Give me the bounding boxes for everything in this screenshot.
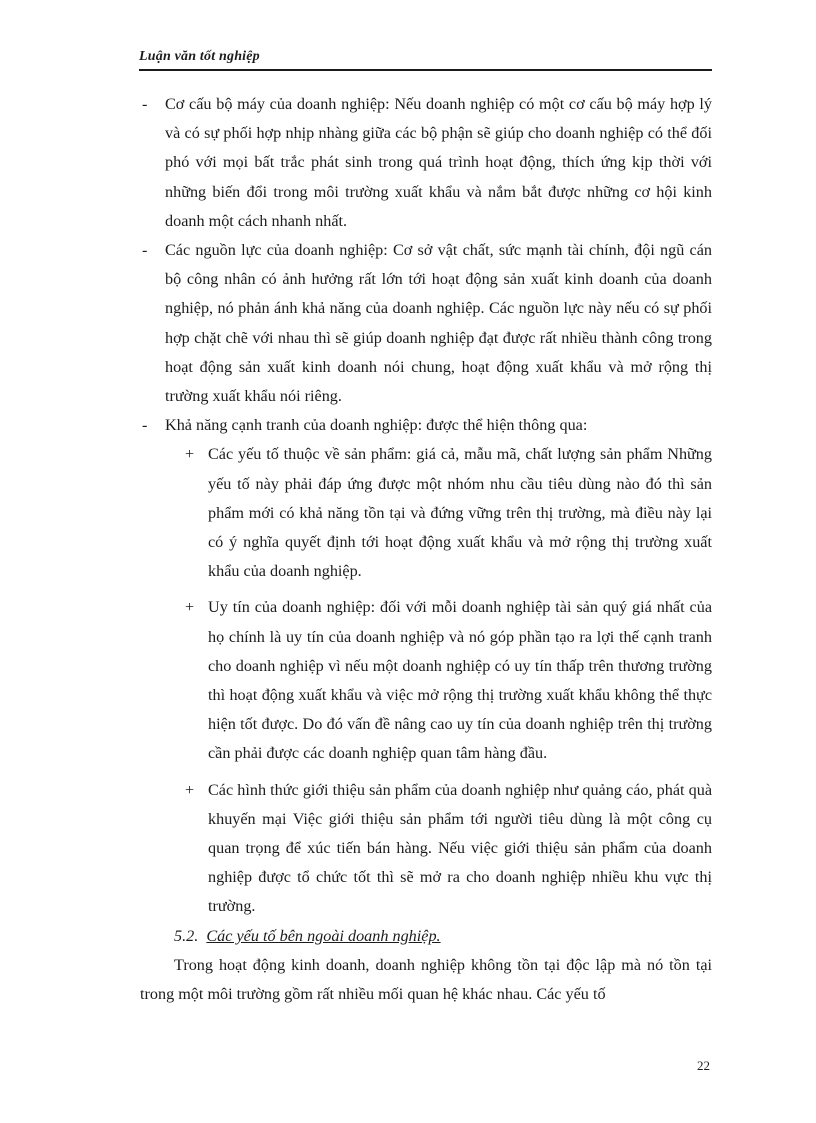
plus-marker: + <box>185 598 195 617</box>
page-number: 22 <box>697 1058 710 1073</box>
sub-item-text: Các yếu tố thuộc về sản phẩm: giá cả, mẫu mã, chất lượng sản phẩm Những yếu tố này phải đáp ứng được một nhóm nhu cầu tiêu dùng nào đó thì sản phẩm mới có khả năng tồn tại và đứng vững trên thị trường, mà điều này lại có ý nghĩa quyết định tới hoạt động xuất khẩu và mở rộng thị trường xuất khẩu của doanh nghiệp. <box>208 445 712 581</box>
section-heading <box>140 922 712 951</box>
header-divider <box>139 69 712 71</box>
bullet-item-resources <box>140 236 712 411</box>
page-header-title: Luận văn tốt nghiệp <box>139 49 260 64</box>
bullet-item-structure <box>140 90 712 236</box>
plus-marker: + <box>185 445 195 464</box>
bullet-item-competitiveness <box>140 411 712 440</box>
body-paragraph: Trong hoạt động kinh doanh, doanh nghiệp không tồn tại độc lập mà nó tồn tại trong một môi trường gồm rất nhiều mối quan hệ khác nhau. Các yếu tố <box>140 955 712 1004</box>
bullet-text: Các nguồn lực của doanh nghiệp: Cơ sở vật chất, sức mạnh tài chính, đội ngũ cán bộ công nhân có ảnh hưởng rất lớn tới hoạt động sản xuất kinh doanh của doanh nghiệp, nó phản ánh khả năng của doanh nghiệp. Các nguồn lực này nếu có sự phối hợp chặt chẽ với nhau thì sẽ giúp doanh nghiệp đạt được rất nhiều thành công trong hoạt động sản xuất kinh doanh nói chung, hoạt động xuất khẩu và mở rộng thị trường xuất khẩu nói riêng. <box>165 241 712 406</box>
sub-item-text: Các hình thức giới thiệu sản phẩm của doanh nghiệp như quảng cáo, phát quà khuyến mại Việc giới thiệu sản phẩm tới người tiêu dùng là một công cụ quan trọng để xúc tiến bán hàng. Nếu việc giới thiệu sản phẩm của doanh nghiệp được tổ chức tốt thì sẽ mở ra cho doanh nghiệp nhiều khu vực thị trường. <box>208 780 712 916</box>
section-title: Các yếu tố bên ngoài doanh nghiệp. <box>206 926 441 945</box>
sub-item-text: Uy tín của doanh nghiệp: đối với mỗi doanh nghiệp tài sản quý giá nhất của họ chính là uy tín của doanh nghiệp và nó góp phần tạo ra lợi thế cạnh tranh cho doanh nghiệp vì nếu một doanh nghiệp có uy tín thấp trên thương trường thì hoạt động xuất khẩu và việc mở rộng thị trường xuất khẩu không thể thực hiện tốt được. Do đó vấn đề nâng cao uy tín của doanh nghiệp trên thị trường cần phải được các doanh nghiệp quan tâm hàng đầu. <box>208 598 712 763</box>
section-number: 5.2. <box>174 926 199 945</box>
plus-marker: + <box>185 780 195 799</box>
sub-item-reputation <box>140 593 712 768</box>
bullet-text: Khả năng cạnh tranh của doanh nghiệp: được thể hiện thông qua: <box>165 416 588 435</box>
dash-marker: - <box>142 416 148 435</box>
bullet-text: Cơ cấu bộ máy của doanh nghiệp: Nếu doanh nghiệp có một cơ cấu bộ máy hợp lý và có sự phối hợp nhịp nhàng giữa các bộ phận sẽ giúp cho doanh nghiệp có thể đối phó với mọi bất trắc phát sinh trong quá trình hoạt động, thích ứng kịp thời với những biến đổi trong môi trường xuất khẩu và nắm bắt được những cơ hội kinh doanh một cách nhanh nhất. <box>165 95 712 230</box>
page-body <box>140 90 712 1009</box>
dash-marker: - <box>142 241 148 260</box>
sub-item-promotion <box>140 776 712 922</box>
dash-marker: - <box>142 95 148 113</box>
sub-item-product-factors <box>140 440 712 586</box>
